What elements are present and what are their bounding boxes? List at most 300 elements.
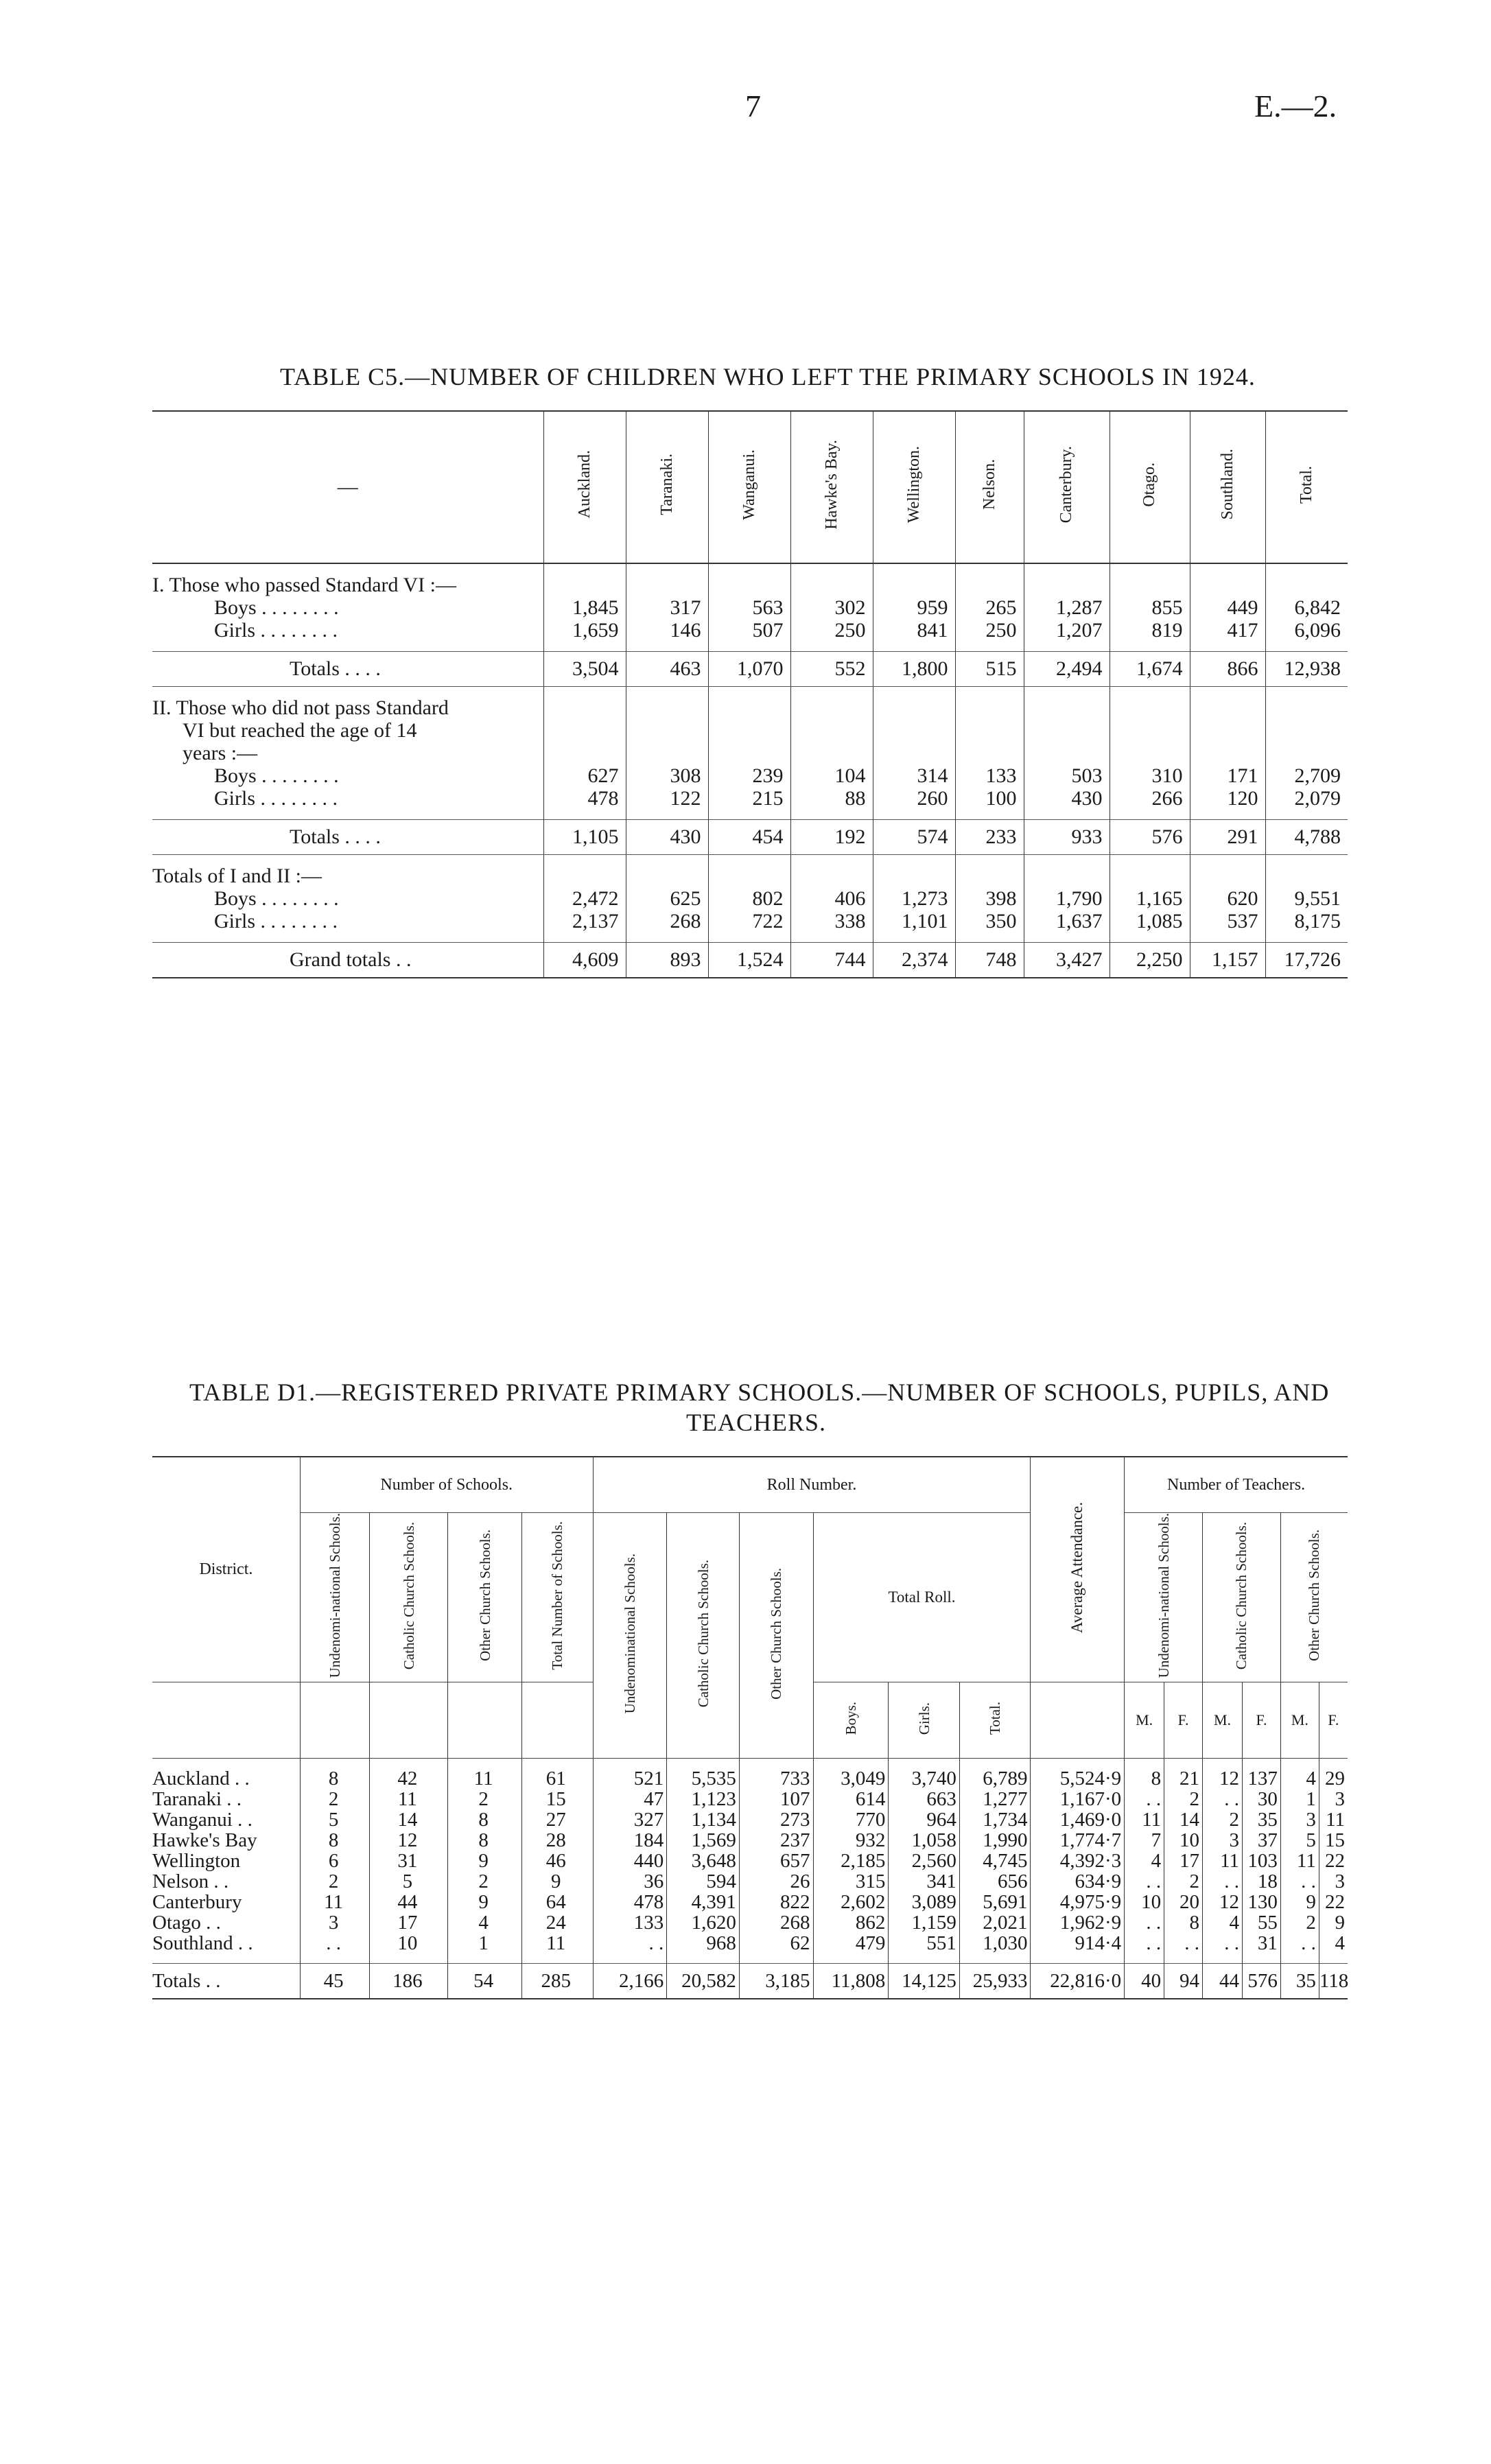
table-cell: 8 (448, 1830, 522, 1851)
table-cell: 285 (521, 1964, 593, 1999)
table-cell: 6,096 (1265, 619, 1348, 642)
table-cell: 17,726 (1265, 943, 1348, 978)
table-cell: 44 (1203, 1964, 1243, 1999)
table-cell: 31 (1243, 1933, 1281, 1953)
table-cell: . . (1125, 1871, 1164, 1892)
table-row (152, 1789, 1348, 1809)
table-cell: 1,734 (959, 1809, 1031, 1830)
ns-other-header: Other Church Schools. (448, 1513, 522, 1682)
table-cell: 15 (1319, 1830, 1348, 1851)
table-cell: 12 (1203, 1768, 1243, 1789)
table-cell: 1,524 (708, 943, 790, 978)
table-cell: 819 (1110, 619, 1190, 642)
district-name: Otago . . (152, 1912, 221, 1934)
table-cell: 8,175 (1265, 910, 1348, 932)
roll-number-header: Roll Number. (593, 1457, 1031, 1513)
number-of-schools-header: Number of Schools. (300, 1457, 593, 1513)
table-cell: 914·4 (1031, 1933, 1125, 1953)
f-header: F. (1243, 1682, 1281, 1759)
table-cell: 10 (1125, 1892, 1164, 1912)
table-cell: 1,159 (889, 1912, 960, 1933)
table-cell: 133 (593, 1912, 667, 1933)
table-cell: 1,620 (667, 1912, 740, 1933)
table-d1 (152, 1456, 1348, 1999)
table-cell: 521 (593, 1768, 667, 1789)
table-cell: 104 (790, 764, 873, 787)
table-cell: 5 (1280, 1830, 1319, 1851)
table-cell: 14,125 (889, 1964, 960, 1999)
district-header: District. (152, 1457, 300, 1682)
table-cell: 146 (626, 619, 708, 642)
table-cell: 239 (708, 764, 790, 787)
table-cell: 11 (521, 1933, 593, 1953)
table-cell: . . (1125, 1912, 1164, 1933)
table-cell: 2,560 (889, 1851, 960, 1871)
table-cell: 130 (1243, 1892, 1281, 1912)
table-cell: 663 (889, 1789, 960, 1809)
table-cell: 478 (543, 787, 626, 810)
table-cell: 430 (626, 820, 708, 855)
table-cell: 8 (300, 1768, 369, 1789)
table-cell: 5,691 (959, 1892, 1031, 1912)
table-cell: 968 (667, 1933, 740, 1953)
table-cell: 614 (813, 1789, 889, 1809)
table-cell: 12 (370, 1830, 448, 1851)
table-cell: 266 (1110, 787, 1190, 810)
table-cell: 841 (873, 619, 955, 642)
table-cell: 11 (1280, 1851, 1319, 1871)
table-cell: 1,030 (959, 1933, 1031, 1953)
table-cell: 22,816·0 (1031, 1964, 1125, 1999)
table-cell: 515 (955, 652, 1024, 687)
table-cell: 24 (521, 1912, 593, 1933)
col-header: Hawke's Bay. (790, 411, 873, 563)
table-cell: 17 (370, 1912, 448, 1933)
table-cell: 478 (593, 1892, 667, 1912)
table-cell: 2,374 (873, 943, 955, 978)
table-cell: 36 (593, 1871, 667, 1892)
table-cell: 634·9 (1031, 1871, 1125, 1892)
table-cell: 338 (790, 910, 873, 932)
table-cell: 61 (521, 1768, 593, 1789)
table-cell: 12 (1203, 1892, 1243, 1912)
table-cell: . . (593, 1933, 667, 1953)
table-cell: 11 (300, 1892, 369, 1912)
table-cell: 770 (813, 1809, 889, 1830)
table-cell: 20 (1164, 1892, 1203, 1912)
table-cell: 268 (626, 910, 708, 932)
table-cell: . . (1125, 1789, 1164, 1809)
table-cell: 656 (959, 1871, 1031, 1892)
table-cell: 11 (1203, 1851, 1243, 1871)
table-cell: 2,709 (1265, 764, 1348, 787)
table-cell: 3,049 (813, 1768, 889, 1789)
table-cell: 8 (300, 1830, 369, 1851)
number-of-teachers-header: Number of Teachers. (1125, 1457, 1348, 1513)
table-cell: 11,808 (813, 1964, 889, 1999)
table-cell: 133 (955, 764, 1024, 787)
table-cell: 964 (889, 1809, 960, 1830)
row-label: Girls . . . . . . . . (214, 619, 338, 642)
table-row (152, 1912, 1348, 1933)
table-cell: 9 (448, 1851, 522, 1871)
table-d1-caption-line2: TEACHERS. (686, 1409, 827, 1436)
table-cell: 8 (448, 1809, 522, 1830)
col-header: Canterbury. (1024, 411, 1110, 563)
table-cell: 30 (1243, 1789, 1281, 1809)
table-cell: 3,427 (1024, 943, 1110, 978)
table-cell: 100 (955, 787, 1024, 810)
table-cell: 1,101 (873, 910, 955, 932)
col-header: Taranaki. (626, 411, 708, 563)
table-cell: 4 (1125, 1851, 1164, 1871)
table-cell: 802 (708, 887, 790, 910)
table-cell: 2,472 (543, 887, 626, 910)
table-cell: 327 (593, 1809, 667, 1830)
table-row (152, 787, 1348, 810)
table-cell: 594 (667, 1871, 740, 1892)
table-cell: 5,524·9 (1031, 1768, 1125, 1789)
district-name: Hawke's Bay (152, 1829, 257, 1852)
table-cell: 1,167·0 (1031, 1789, 1125, 1809)
table-cell: 186 (370, 1964, 448, 1999)
table-cell: 46 (521, 1851, 593, 1871)
table-cell: . . (1280, 1871, 1319, 1892)
table-cell: 1 (1280, 1789, 1319, 1809)
total-header: Total. (959, 1682, 1031, 1759)
section-title: VI but reached the age of 14 (152, 719, 1348, 742)
table-c5-corner: — (152, 411, 543, 563)
table-cell: 5,535 (667, 1768, 740, 1789)
table-cell: 1,845 (543, 596, 626, 619)
table-cell: 120 (1190, 787, 1265, 810)
district-name: Nelson . . (152, 1870, 229, 1893)
table-cell: . . (1164, 1933, 1203, 1953)
page-number: 7 (745, 89, 761, 124)
table-cell: . . (1125, 1933, 1164, 1953)
table-cell: 22 (1319, 1892, 1348, 1912)
roll-undenom-header: Undenominational Schools. (593, 1513, 667, 1759)
table-cell: 2 (448, 1789, 522, 1809)
roll-catholic-header: Catholic Church Schools. (667, 1513, 740, 1759)
section-title: I. Those who passed Standard VI :— (152, 574, 1348, 596)
table-cell: 574 (873, 820, 955, 855)
table-cell: 88 (790, 787, 873, 810)
table-cell: 4,392·3 (1031, 1851, 1125, 1871)
table-cell: 9 (448, 1892, 522, 1912)
table-cell: 260 (873, 787, 955, 810)
grand-totals-row (152, 943, 1348, 978)
table-cell: 8 (1164, 1912, 1203, 1933)
table-cell: 122 (626, 787, 708, 810)
table-cell: 1,674 (1110, 652, 1190, 687)
table-cell: 265 (955, 596, 1024, 619)
table-d1-body (152, 1759, 1348, 1999)
table-cell: 291 (1190, 820, 1265, 855)
table-cell: 4,788 (1265, 820, 1348, 855)
table-cell: 866 (1190, 652, 1265, 687)
table-cell: 2,079 (1265, 787, 1348, 810)
table-cell: 1,273 (873, 887, 955, 910)
table-cell: 7 (1125, 1830, 1164, 1851)
table-cell: 5 (300, 1809, 369, 1830)
table-cell: 40 (1125, 1964, 1164, 1999)
table-cell: 64 (521, 1892, 593, 1912)
table-cell: 26 (739, 1871, 813, 1892)
table-cell: 94 (1164, 1964, 1203, 1999)
table-cell: 341 (889, 1871, 960, 1892)
table-cell: 733 (739, 1768, 813, 1789)
table-cell: 6,789 (959, 1768, 1031, 1789)
table-cell: 10 (1164, 1830, 1203, 1851)
table-cell: 2,494 (1024, 652, 1110, 687)
table-cell: 27 (521, 1809, 593, 1830)
table-cell: 576 (1243, 1964, 1281, 1999)
table-cell: 3 (1280, 1809, 1319, 1830)
table-cell: 31 (370, 1851, 448, 1871)
table-cell: 18 (1243, 1871, 1281, 1892)
table-cell: 625 (626, 887, 708, 910)
table-cell: 479 (813, 1933, 889, 1953)
table-cell: 35 (1280, 1964, 1319, 1999)
table-cell: 12,938 (1265, 652, 1348, 687)
table-cell: 748 (955, 943, 1024, 978)
table-cell: 315 (813, 1871, 889, 1892)
table-cell: 184 (593, 1830, 667, 1851)
table-cell: 822 (739, 1892, 813, 1912)
table-d1-header-row-1 (152, 1457, 1348, 1513)
table-cell: 37 (1243, 1830, 1281, 1851)
table-cell: 1,790 (1024, 887, 1110, 910)
ns-undenom-header: Undenomi-national Schools. (300, 1513, 369, 1682)
table-row (152, 764, 1348, 787)
table-cell: . . (1203, 1789, 1243, 1809)
table-cell: 20,582 (667, 1964, 740, 1999)
table-cell: 4 (448, 1912, 522, 1933)
table-cell: 657 (739, 1851, 813, 1871)
average-attendance-header: Average Attendance. (1031, 1457, 1125, 1682)
table-cell: 4,609 (543, 943, 626, 978)
table-cell: 1,277 (959, 1789, 1031, 1809)
table-cell: 1,058 (889, 1830, 960, 1851)
table-cell: 463 (626, 652, 708, 687)
table-cell: 893 (626, 943, 708, 978)
table-cell: . . (1203, 1871, 1243, 1892)
table-cell: 14 (370, 1809, 448, 1830)
table-cell: 2,250 (1110, 943, 1190, 978)
table-cell: 3 (1203, 1830, 1243, 1851)
row-label: Girls . . . . . . . . (214, 787, 338, 810)
table-cell: 2,602 (813, 1892, 889, 1912)
table-cell: 1,070 (708, 652, 790, 687)
col-header: Auckland. (543, 411, 626, 563)
table-cell: 454 (708, 820, 790, 855)
table-cell: 137 (1243, 1768, 1281, 1789)
col-header: Otago. (1110, 411, 1190, 563)
table-cell: 107 (739, 1789, 813, 1809)
table-cell: 317 (626, 596, 708, 619)
table-cell: 44 (370, 1892, 448, 1912)
table-cell: 507 (708, 619, 790, 642)
table-cell: 28 (521, 1830, 593, 1851)
table-cell: 22 (1319, 1851, 1348, 1871)
table-cell: 1,774·7 (1031, 1830, 1125, 1851)
table-cell: 5 (370, 1871, 448, 1892)
table-cell: 620 (1190, 887, 1265, 910)
table-cell: 576 (1110, 820, 1190, 855)
table-cell: 308 (626, 764, 708, 787)
table-cell: 1,134 (667, 1809, 740, 1830)
table-cell: 310 (1110, 764, 1190, 787)
m-header: M. (1125, 1682, 1164, 1759)
table-cell: 932 (813, 1830, 889, 1851)
t-undenom-header: Undenomi-national Schools. (1125, 1513, 1203, 1682)
table-cell: 4 (1319, 1933, 1348, 1953)
table-row (152, 596, 1348, 619)
table-cell: 1,287 (1024, 596, 1110, 619)
section-title: years :— (152, 742, 1348, 764)
table-cell: 192 (790, 820, 873, 855)
table-cell: 4,391 (667, 1892, 740, 1912)
table-cell: 1,800 (873, 652, 955, 687)
table-cell: 2 (1164, 1789, 1203, 1809)
table-cell: 406 (790, 887, 873, 910)
report-code: E.—2. (1254, 89, 1337, 124)
district-name: Taranaki . . (152, 1788, 242, 1811)
t-catholic-header: Catholic Church Schools. (1203, 1513, 1281, 1682)
table-cell: 314 (873, 764, 955, 787)
table-cell: 15 (521, 1789, 593, 1809)
table-cell: 4,975·9 (1031, 1892, 1125, 1912)
totals-row (152, 1964, 1348, 1999)
f-header: F. (1319, 1682, 1348, 1759)
table-cell: 11 (1125, 1809, 1164, 1830)
col-header: Wanganui. (708, 411, 790, 563)
totals-row (152, 820, 1348, 855)
table-cell: 54 (448, 1964, 522, 1999)
table-cell: 398 (955, 887, 1024, 910)
table-cell: 2 (300, 1789, 369, 1809)
table-c5-caption: TABLE C5.—NUMBER OF CHILDREN WHO LEFT THE PRIMARY SCHOOLS IN 1924. (280, 363, 1256, 390)
girls-header: Girls. (889, 1682, 960, 1759)
table-cell: 862 (813, 1912, 889, 1933)
table-cell: 2 (1164, 1871, 1203, 1892)
table-cell: 45 (300, 1964, 369, 1999)
table-cell: 537 (1190, 910, 1265, 932)
table-cell: 273 (739, 1809, 813, 1830)
table-cell: 1,469·0 (1031, 1809, 1125, 1830)
table-cell: 350 (955, 910, 1024, 932)
district-name: Totals . . (152, 1964, 300, 1999)
table-cell: 2,166 (593, 1964, 667, 1999)
totals-row (152, 652, 1348, 687)
table-d1-header-row-2 (152, 1513, 1348, 1682)
table-cell: 21 (1164, 1768, 1203, 1789)
col-header: Southland. (1190, 411, 1265, 563)
table-cell: 563 (708, 596, 790, 619)
table-cell: 552 (790, 652, 873, 687)
district-name: Southland . . (152, 1932, 253, 1955)
table-cell: 9 (521, 1871, 593, 1892)
row-label: Totals . . . . (152, 820, 543, 855)
table-cell: 8 (1125, 1768, 1164, 1789)
ns-total-header: Total Number of Schools. (521, 1513, 593, 1682)
table-cell: 2 (448, 1871, 522, 1892)
row-label: Girls . . . . . . . . (214, 910, 338, 932)
table-cell: 2,021 (959, 1912, 1031, 1933)
section-title: II. Those who did not pass Standard (152, 696, 1348, 719)
table-cell: 551 (889, 1933, 960, 1953)
table-cell: 9,551 (1265, 887, 1348, 910)
table-cell: 3,504 (543, 652, 626, 687)
col-header: Total. (1265, 411, 1348, 563)
table-cell: 1,207 (1024, 619, 1110, 642)
table-cell: 2 (1203, 1809, 1243, 1830)
m-header: M. (1203, 1682, 1243, 1759)
table-c5-header-row (152, 411, 1348, 563)
table-cell: 4,745 (959, 1851, 1031, 1871)
table-cell: 417 (1190, 619, 1265, 642)
table-cell: 6 (300, 1851, 369, 1871)
table-cell: 1 (448, 1933, 522, 1953)
table-d1-caption-line1: TABLE D1.—REGISTERED PRIVATE PRIMARY SCHOOLS.—NUMBER OF SCHOOLS, PUPILS, AND (189, 1378, 1330, 1406)
m-header: M. (1280, 1682, 1319, 1759)
table-cell: 1,105 (543, 820, 626, 855)
f-header: F. (1164, 1682, 1203, 1759)
table-row (152, 1933, 1348, 1953)
table-cell: 11 (370, 1789, 448, 1809)
table-cell: 62 (739, 1933, 813, 1953)
district-name: Canterbury (152, 1891, 242, 1914)
table-cell: 503 (1024, 764, 1110, 787)
table-cell: 103 (1243, 1851, 1281, 1871)
total-roll-header: Total Roll. (813, 1513, 1031, 1682)
table-cell: 959 (873, 596, 955, 619)
table-row (152, 1892, 1348, 1912)
table-cell: 3,740 (889, 1768, 960, 1789)
table-cell: 14 (1164, 1809, 1203, 1830)
table-cell: 855 (1110, 596, 1190, 619)
table-cell: 42 (370, 1768, 448, 1789)
table-cell: 1,123 (667, 1789, 740, 1809)
t-other-header: Other Church Schools. (1280, 1513, 1348, 1682)
table-cell: 29 (1319, 1768, 1348, 1789)
table-cell: 722 (708, 910, 790, 932)
table-row (152, 619, 1348, 642)
table-cell: 1,637 (1024, 910, 1110, 932)
table-cell: 1,990 (959, 1830, 1031, 1851)
table-cell: 4 (1280, 1768, 1319, 1789)
table-cell: 3,089 (889, 1892, 960, 1912)
table-cell: 171 (1190, 764, 1265, 787)
roll-other-header: Other Church Schools. (739, 1513, 813, 1759)
table-cell: . . (1280, 1933, 1319, 1953)
table-cell: 627 (543, 764, 626, 787)
table-cell: 2 (300, 1871, 369, 1892)
table-cell: 10 (370, 1933, 448, 1953)
table-cell: 3,648 (667, 1851, 740, 1871)
table-cell: 3 (300, 1912, 369, 1933)
table-cell: 47 (593, 1789, 667, 1809)
table-row (152, 887, 1348, 910)
table-cell: 25,933 (959, 1964, 1031, 1999)
table-cell: 9 (1280, 1892, 1319, 1912)
table-cell: 1,962·9 (1031, 1912, 1125, 1933)
table-cell: 35 (1243, 1809, 1281, 1830)
table-cell: 11 (1319, 1809, 1348, 1830)
table-cell: 17 (1164, 1851, 1203, 1871)
table-cell: 933 (1024, 820, 1110, 855)
